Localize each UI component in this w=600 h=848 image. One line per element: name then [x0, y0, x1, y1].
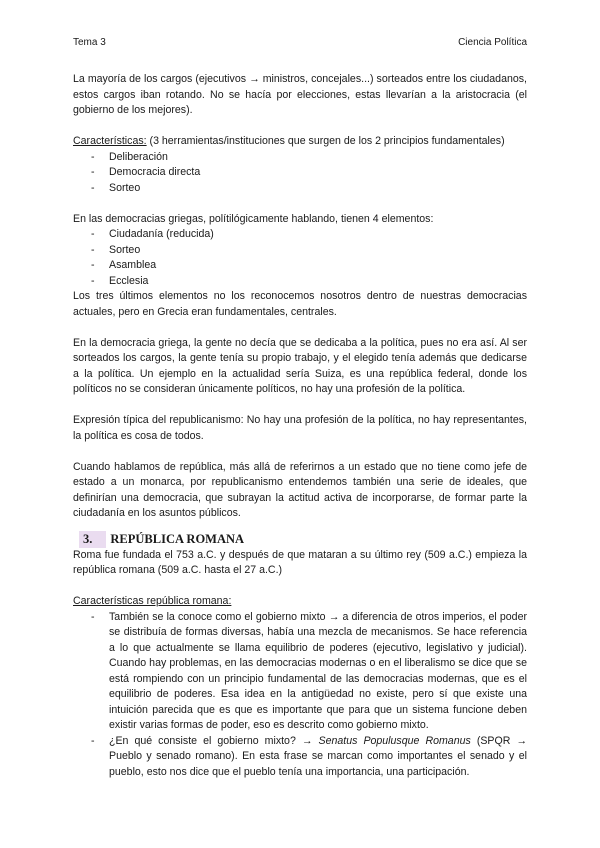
section-intro: Roma fue fundada el 753 a.C. y después de que mataran a su último rey (509 a.C.) empieza la república romana (509 a.C. hasta el 27 a.C.): [73, 548, 527, 576]
section-number: 3.: [79, 531, 106, 548]
section-title: REPÚBLICA ROMANA: [110, 531, 245, 546]
header-subject: Ciencia Política: [458, 37, 527, 48]
list-item: [73, 734, 527, 781]
caracteristicas-label: Características:: [73, 135, 147, 147]
item2-latin-phrase: Senatus Populusque Romanus: [318, 734, 471, 747]
list-item: - Ecclesia: [73, 274, 527, 290]
caracteristicas-intro: [73, 134, 527, 150]
list-item: - Sorteo: [73, 181, 527, 197]
republica-romana-list: [73, 610, 527, 781]
document-body: [73, 72, 527, 780]
item2-post: (SPQR → Pueblo y senado romano). En esta frase se marcan como importantes el senado y el pueblo, esto nos dice que el pueblo tenía una importancia, una participación.: [109, 734, 528, 778]
elementos-after: Los tres últimos elementos no los reconocemos nosotros dentro de nuestras democracias actuales, pero en Grecia eran fundamentales, centrales.: [73, 290, 527, 318]
elementos-intro: En las democracias griegas, polítilógicamente hablando, tienen 4 elementos:: [73, 212, 434, 225]
paragraph-republica: Cuando hablamos de república, más allá de referirnos a un estado que no tiene como jefe de estado a un monarca, por republicanismo entendemos también una serie de ideales, que definirían una democracia, que subrayan la actitud activa de incorporarse, de formar parte la ciudadanía en los asuntos públicos.: [73, 460, 527, 519]
paragraph-expresion: Expresión típica del republicanismo: No hay una profesión de la política, no hay representantes, la política es cosa de todos.: [73, 414, 527, 442]
list-item: - Asamblea: [73, 258, 527, 274]
paragraph-cargos: La mayoría de los cargos (ejecutivos → ministros, concejales...) sorteados entre los ciudadanos, estos cargos iban rotando. No se hacía por elecciones, estas llevarían a la aristocracia (el gobierno de los mejores).: [73, 73, 527, 116]
list-item: - Deliberación: [73, 150, 527, 166]
caracteristicas-rest: (3 herramientas/instituciones que surgen de los 2 principios fundamentales): [146, 135, 505, 147]
paragraph-democracia-griega: En la democracia griega, la gente no decía que se dedicaba a la política, pues no era así. Al ser sorteados los cargos, la gente tenía su propio trabajo, y el elegido tenía además que dedicarse a la política. Un ejemplo en la actualidad sería Suiza, es una república federal, donde los políticos no se consideran únicamente políticos, no hay una profesión de la política.: [73, 336, 527, 395]
header-topic: Tema 3: [73, 37, 106, 48]
section-heading-republica-romana: [73, 531, 527, 548]
list-item: - Democracia directa: [73, 165, 527, 181]
section-subheading: Características república romana:: [73, 595, 232, 607]
elementos-list: [73, 227, 527, 289]
caracteristicas-list: [73, 150, 527, 197]
list-item: - También se la conoce como el gobierno mixto → a diferencia de otros imperios, el poder se distribuía de formas diversas, había una mezcla de mecanismos. Se hace referencia a lo que actualmente se llama equilibrio de poderes (ejecutivo, legislativo y judicial). Cuando hay problemas, en las democracias modernas o en el liberalismo se dice que se está rompiendo con un principio fundamental de las democracias modernas, que es el equilibrio de poderes. Esa idea en la antigüedad no existe, pero sí que existe una intuición parecida que es que es importante que para que un sistema funcione deben existir varias formas de poder, eso es descrito como gobierno mixto.: [73, 610, 527, 734]
list-item: - Ciudadanía (reducida): [73, 227, 527, 243]
list-item: - Sorteo: [73, 243, 527, 259]
item2-pre: ¿En qué consiste el gobierno mixto? →: [109, 734, 319, 747]
